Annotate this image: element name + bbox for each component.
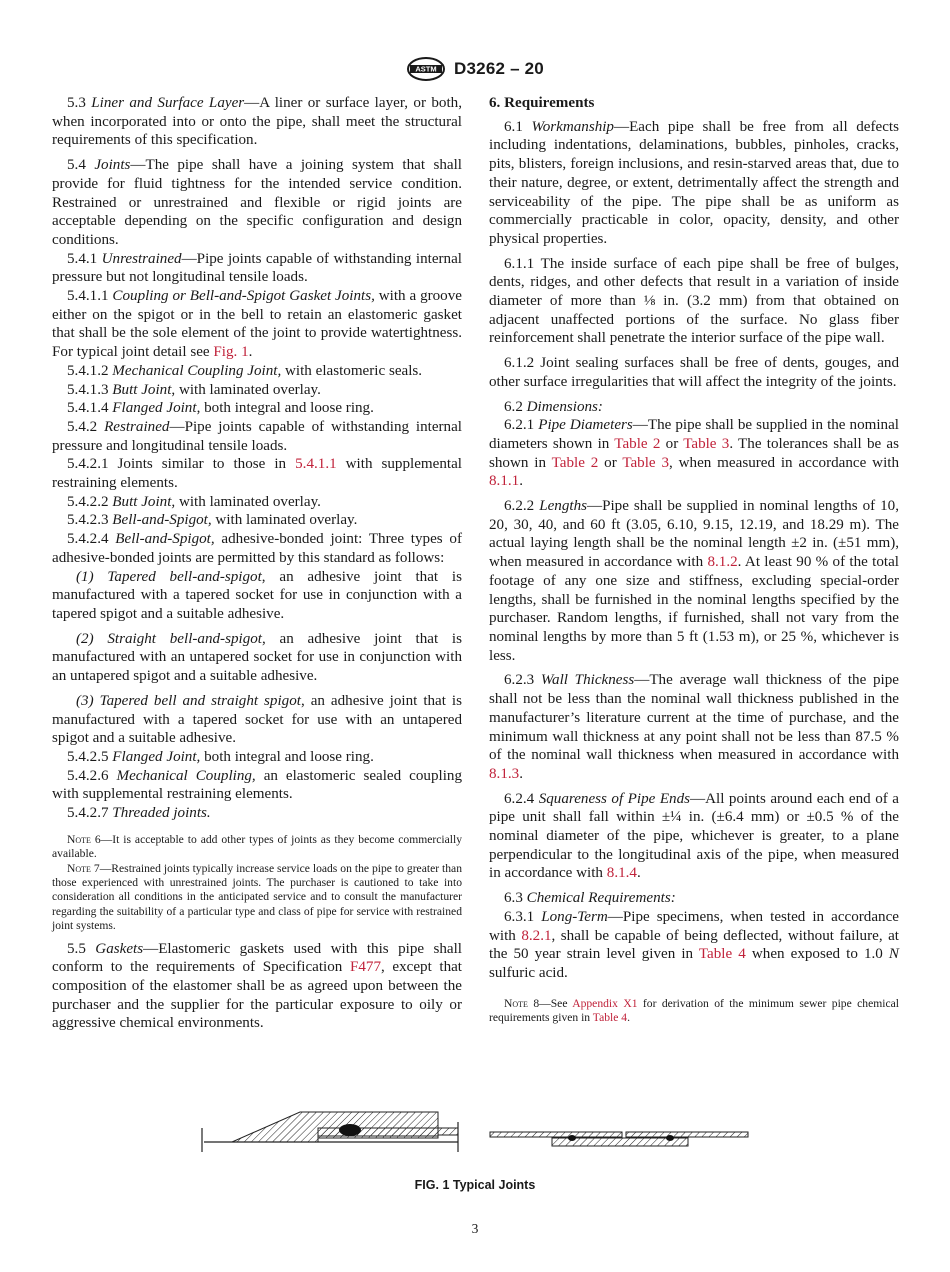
section-6-1-2: 6.1.2 Joint sealing surfaces shall be free of dents, gouges, and other surface irregularities that will affect the integrity of the joints. (489, 355, 899, 390)
section-8-1-2-link[interactable]: 8.1.2 (707, 554, 738, 571)
table-2-link[interactable]: Table 2 (551, 454, 599, 471)
note-7: Note 7—Restrained joints typically increase service loads on the pipe to greater than those experienced with unrestrained joints. The purchaser is cautioned to take into consideration all conditions in the anticipated service and to consult the manufacturer regarding the suitability of a particular type and class of pipe for service with restrained joint systems. (52, 861, 463, 933)
section-8-1-4-link[interactable]: 8.1.4 (606, 865, 637, 882)
section-5-4-1-4: 5.4.1.4 Flanged Joint, both integral and loose ring. (67, 400, 374, 417)
section-8-1-3-link[interactable]: 8.1.3 (489, 765, 520, 782)
svg-text:ASTM: ASTM (415, 64, 437, 74)
section-5-4: 5.4 Joints—The pipe shall have a joining system that shall provide for fluid tightness for the intended service condition. Restrained or unrestrained and flexible or rigid joints are acceptable depending on the specific configuration and design conditions. (52, 157, 462, 248)
joint-type-3: (3) Tapered bell and straight spigot, an adhesive joint that is manufactured with a tapered socket for use with an untapered spigot and a suitable adhesive. (52, 692, 462, 747)
right-column (489, 94, 899, 1025)
section-5-4-2-4: 5.4.2.4 Bell-and-Spigot, adhesive-bonded joint: Three types of adhesive-bonded joints are permitted by this standard as follows: (52, 531, 462, 566)
section-8-1-1-link[interactable]: 8.1.1 (489, 473, 520, 490)
section-5-4-1-3: 5.4.1.3 Butt Joint, with laminated overlay. (67, 381, 321, 398)
section-5-5: 5.5 Gaskets—Elastomeric gaskets used with this pipe shall conform to the requirements of Specification F477, except that composition of the elastomer shall be as agreed upon between the purchaser and the supplier for the particular exposure to oily or aggressive chemical environments. (52, 940, 463, 1032)
fig-1-link[interactable]: Fig. 1 (213, 344, 249, 361)
section-6-1: 6.1 Workmanship—Each pipe shall be free from all defects including indentations, delaminations, bubbles, pinholes, cracks, pits, blisters, foreign inclusions, and resin-starved areas that, due to their nature, degree, or extent, detrimentally affect the strength and serviceability of the pipe. The pipe shall be as uniform as commercially practicable in color, opacity, density, and other physical properties. (489, 118, 900, 247)
section-8-2-1-link[interactable]: 8.2.1 (521, 927, 552, 944)
f477-link[interactable]: F477 (349, 959, 381, 976)
bell-spigot-joint-drawing (202, 1112, 458, 1152)
astm-logo-icon (406, 56, 446, 82)
section-6-1-1: 6.1.1 The inside surface of each pipe shall be free of bulges, dents, ridges, and other defects that result in a variation of inside diameter of more than ⅛ in. (3.2 mm) from that obtained on adjacent unaffected portions of the surface. No glass fiber reinforcement shall penetrate the interior surface of the pipe wall. (489, 255, 899, 347)
section-6-2-1: 6.2.1 Pipe Diameters—The pipe shall be supplied in the nominal diameters shown in Table 2 or Table 3. The tolerances shall be as shown in Table 2 or Table 3, when measured in accordance with 8.1.1. (489, 417, 900, 490)
page-header (0, 56, 950, 82)
section-6-3: 6.3 Chemical Requirements: (504, 890, 676, 907)
spigot-drawing (318, 1128, 458, 1138)
section-6-2-4: 6.2.4 Squareness of Pipe Ends—All points around each end of a pipe unit shall fall within ±¼ in. (±6.4 mm) or ±0.5 % of the nominal diameter of the pipe, whichever is greater, to a plane perpendicular to the longitudinal axis of the pipe, when measured in accordance with 8.1.4. (489, 790, 900, 882)
table-4-link[interactable]: Table 4 (698, 946, 746, 963)
section-5-4-1-2: 5.4.1.2 Mechanical Coupling Joint, with elastomeric seals. (67, 362, 423, 379)
section-5-4-2-3: 5.4.2.3 Bell-and-Spigot, with laminated overlay. (67, 512, 358, 529)
appendix-x1-link[interactable]: Appendix X1 (572, 996, 638, 1010)
section-6-2-3: 6.2.3 Wall Thickness—The average wall thickness of the pipe shall not be less than the nominal wall thickness published in the manufacturer’s literature current at the time of purchase, and the minimum wall thickness at any point shall not be less than 87.5 % of the nominal wall thickness when measured in accordance with 8.1.3. (489, 672, 899, 782)
section-5-3: 5.3 Liner and Surface Layer—A liner or surface layer, or both, when incorporated into or onto the pipe, shall meet the structural requirements of this specification. (52, 95, 462, 149)
table-3-link[interactable]: Table 3 (622, 454, 670, 471)
joint-type-2: (2) Straight bell-and-spigot, an adhesive joint that is manufactured with an untapered socket for use in conjunction with an untapered spigot and a suitable adhesive. (52, 630, 462, 685)
table-2-link[interactable]: Table 2 (614, 435, 661, 452)
section-5-4-1-1-link[interactable]: 5.4.1.1 (295, 456, 337, 473)
page-number: 3 (471, 1221, 479, 1236)
section-5-4-1-1: 5.4.1.1 Coupling or Bell-and-Spigot Gasket Joints, with a groove either on the spigot or in the bell to retain an elastomeric gasket that shall be the sole element of the joint to provide watertightness. For typical joint detail see Fig. 1. (52, 288, 462, 361)
section-5-4-2-7: 5.4.2.7 Threaded joints. (67, 805, 211, 822)
table-3-link[interactable]: Table 3 (683, 435, 730, 452)
document-number: D3262 – 20 (454, 59, 544, 78)
section-5-4-2-5: 5.4.2.5 Flanged Joint, both integral and loose ring. (67, 748, 374, 765)
section-6-2: 6.2 Dimensions: (504, 398, 603, 415)
section-6-2-2: 6.2.2 Lengths—Pipe shall be supplied in nominal lengths of 10, 20, 30, 40, and 60 ft (3.05, 6.10, 9.15, 12.19, and 18.29 m). The actual laying length shall be the nominal length ±2 in. (±51 mm), when measured in accordance with 8.1.2. At least 90 % of the total footage of any one size and stiffness, excluding special-order lengths, shall be furnished in the nominal lengths specified by the purchaser. Random lengths, if furnished, shall not vary from the nominal lengths by more than 5 ft (1.53 m), or 25 %, whichever is less. (489, 498, 900, 664)
butt-joint-drawing (490, 1132, 748, 1146)
section-5-4-2-1: 5.4.2.1 Joints similar to those in 5.4.1.1 with supplemental restraining elements. (52, 456, 462, 492)
figure-caption: FIG. 1 Typical Joints (414, 1178, 536, 1192)
gasket-drawing (339, 1124, 361, 1136)
section-5-4-2: 5.4.2 Restrained—Pipe joints capable of withstanding internal pressure and longitudinal tensile loads. (52, 418, 462, 454)
section-5-4-2-2: 5.4.2.2 Butt Joint, with laminated overlay. (67, 493, 321, 510)
requirements-heading: 6. Requirements (489, 95, 595, 111)
section-5-4-2-6: 5.4.2.6 Mechanical Coupling, an elastomeric sealed coupling with supplemental restraining elements. (52, 767, 462, 803)
table-4-link[interactable]: Table 4 (592, 1011, 628, 1025)
note-6: Note 6—It is acceptable to add other types of joints as they become commercially available. (52, 832, 463, 861)
section-5-4-1: 5.4.1 Unrestrained—Pipe joints capable of withstanding internal pressure but not longitudinal tensile loads. (52, 250, 462, 286)
left-column (52, 94, 462, 1033)
joint-type-1: (1) Tapered bell-and-spigot, an adhesive joint that is manufactured with a tapered socket for use in conjunction with a tapered spigot and a suitable adhesive. (52, 568, 462, 622)
section-6-3-1: 6.3.1 Long-Term—Pipe specimens, when tested in accordance with 8.2.1, shall be capable of being deflected, without failure, at the 50 year strain level given in Table 4 when exposed to 1.0 N sulfuric acid. (489, 908, 900, 981)
note-8: Note 8—See Appendix X1 for derivation of the minimum sewer pipe chemical requirements given in Table 4. (489, 996, 899, 1025)
typical-joints-figure (200, 1108, 760, 1178)
